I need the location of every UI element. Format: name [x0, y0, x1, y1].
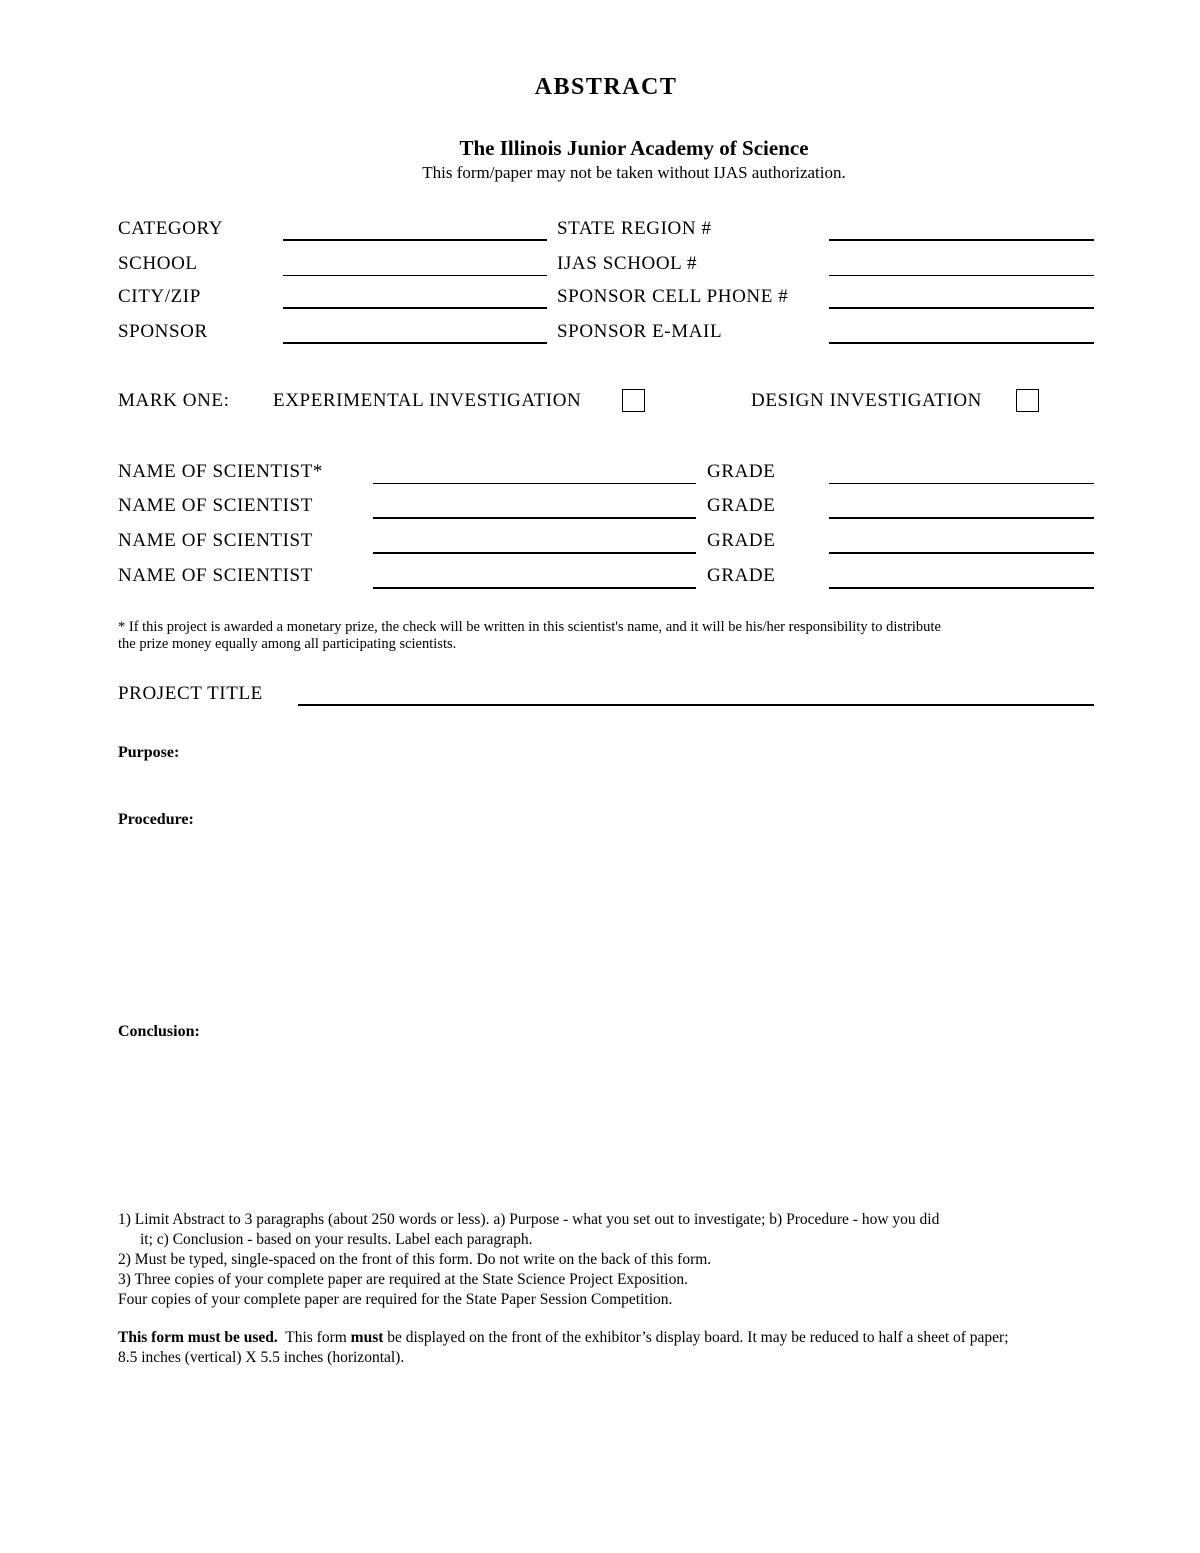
category-label: CATEGORY [118, 218, 224, 239]
sponsor-label: SPONSOR [118, 321, 208, 342]
closing-text: This form [277, 1329, 351, 1346]
organization-name: The Illinois Junior Academy of Science [459, 136, 809, 160]
sponsor-email-label: SPONSOR E-MAIL [557, 321, 723, 342]
conclusion-heading: Conclusion: [118, 1023, 200, 1040]
grade-field[interactable] [829, 552, 1094, 554]
instructions-list [118, 1210, 1158, 1310]
ijas-school-label: IJAS SCHOOL # [557, 253, 698, 274]
instruction-item: Four copies of your complete paper are required for the State Paper Session Competition. [118, 1291, 673, 1308]
scientist-name-label: NAME OF SCIENTIST [118, 530, 313, 551]
scientist-name-label: NAME OF SCIENTIST [118, 495, 313, 516]
design-checkbox[interactable] [1016, 389, 1039, 412]
page-title: ABSTRACT [534, 74, 678, 100]
state-region-label: STATE REGION # [557, 218, 712, 239]
scientist-name-field[interactable] [373, 552, 696, 554]
closing-line: 8.5 inches (vertical) X 5.5 inches (horizontal). [118, 1349, 405, 1366]
grade-label: GRADE [707, 495, 776, 516]
sponsor-email-field[interactable] [829, 342, 1094, 344]
instruction-item: 3) Three copies of your complete paper are required at the State Science Project Exposition. [118, 1271, 688, 1288]
sponsor-cell-label: SPONSOR CELL PHONE # [557, 286, 789, 307]
footnote-line: the prize money equally among all participating scientists. [118, 636, 457, 652]
scientist-name-field[interactable] [373, 483, 696, 484]
mark-one-label: MARK ONE: [118, 390, 230, 411]
footnote-line: * If this project is awarded a monetary prize, the check will be written in this scientist's name, and it will be his/her responsibility to distribute [118, 619, 941, 635]
experimental-checkbox[interactable] [622, 389, 645, 412]
state-region-field[interactable] [829, 239, 1094, 241]
scientist-name-label: NAME OF SCIENTIST* [118, 461, 324, 482]
grade-field[interactable] [829, 587, 1094, 589]
city-zip-label: CITY/ZIP [118, 286, 201, 307]
closing-bold-must: must [350, 1329, 384, 1346]
grade-label: GRADE [707, 530, 776, 551]
closing-bold-lead: This form must be used. [118, 1329, 278, 1346]
scientist-name-label: NAME OF SCIENTIST [118, 565, 313, 586]
sponsor-field[interactable] [283, 342, 547, 344]
prize-footnote [118, 619, 1078, 653]
authorization-notice: This form/paper may not be taken without IJAS authorization. [422, 163, 846, 182]
project-title-field[interactable] [298, 704, 1094, 706]
grade-label: GRADE [707, 461, 776, 482]
grade-label: GRADE [707, 565, 776, 586]
project-title-label: PROJECT TITLE [118, 683, 263, 704]
school-field[interactable] [283, 275, 547, 276]
category-field[interactable] [283, 239, 547, 241]
ijas-school-field[interactable] [829, 275, 1094, 276]
procedure-heading: Procedure: [118, 811, 194, 828]
city-zip-field[interactable] [283, 307, 547, 309]
design-option-label: DESIGN INVESTIGATION [751, 390, 983, 411]
instruction-item: 2) Must be typed, single-spaced on the front of this form. Do not write on the back of this form. [118, 1251, 712, 1268]
scientist-name-field[interactable] [373, 517, 696, 519]
closing-note [118, 1328, 1178, 1368]
instruction-item-continued: it; c) Conclusion - based on your results. Label each paragraph. [140, 1231, 533, 1248]
school-label: SCHOOL [118, 253, 198, 274]
grade-field[interactable] [829, 517, 1094, 519]
scientist-name-field[interactable] [373, 587, 696, 589]
instruction-item: 1) Limit Abstract to 3 paragraphs (about 250 words or less). a) Purpose - what you set out to investigate; b) Procedure - how you did [118, 1211, 940, 1228]
purpose-heading: Purpose: [118, 744, 180, 761]
experimental-option-label: EXPERIMENTAL INVESTIGATION [273, 390, 582, 411]
grade-field[interactable] [829, 483, 1094, 484]
closing-text: be displayed on the front of the exhibitor’s display board. It may be reduced to half a sheet of paper; [383, 1329, 1009, 1346]
sponsor-cell-field[interactable] [829, 307, 1094, 309]
closing-line [118, 1328, 1178, 1348]
